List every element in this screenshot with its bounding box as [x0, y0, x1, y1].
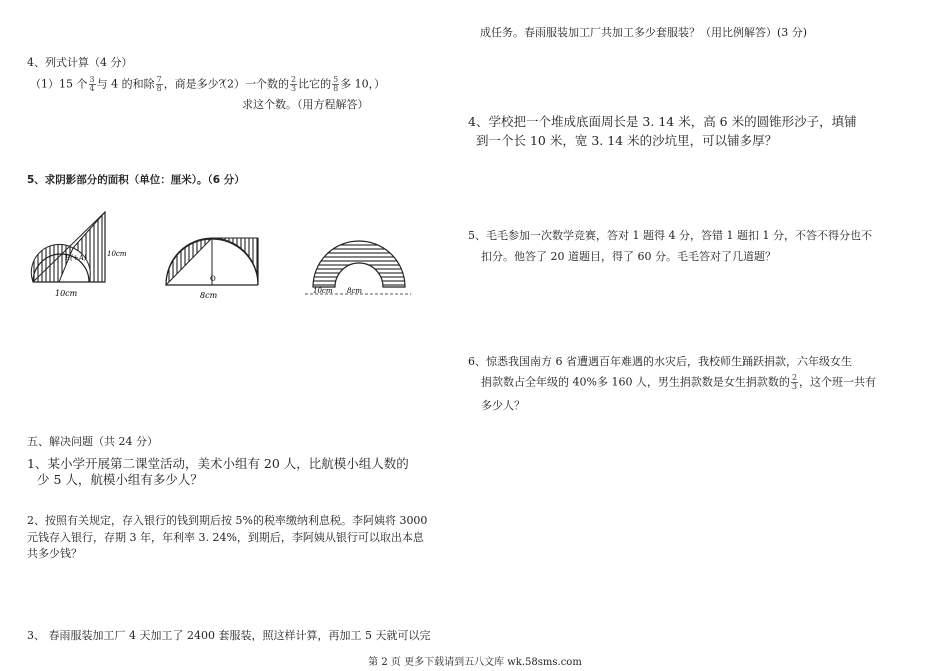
q6-line2: 捐款数占全年级的 40%多 160 人，男生捐款数是女生捐款数的 $\frac{2}{3}$ ，这个班一共有 [481, 373, 877, 391]
figure2-center-label: O [210, 275, 216, 283]
figure1-side-label: 10cm [107, 250, 127, 258]
fraction: $\frac{2}{3}$ [791, 373, 798, 391]
q5-line1: 5、毛毛参加一次数学竞赛，答对 1 题得 4 分，答错 1 题扣 1 分，不答不得分也不 [468, 229, 872, 242]
q6-line3: 多少人？ [481, 399, 525, 412]
calc-q2-line2: 求这个数。（用方程解答） [242, 98, 369, 111]
problem2-line1: 2、按照有关规定，存入银行的钱到期后按 5%的税率缴纳利息税。李阿姨将 3000 [27, 514, 428, 527]
fraction: $\frac{7}{8}$ [156, 75, 162, 93]
fraction: $\frac{3}{4}$ [89, 75, 95, 93]
q4-line2: 到一个长 10 米，宽 3. 14 米的沙坑里，可以铺多厚？ [476, 133, 778, 148]
problem2-line3: 共多少钱？ [27, 547, 82, 560]
fraction: $\frac{2}{3}$ [291, 75, 297, 93]
problem2-line2: 元钱存入银行，存期 3 年，年利率 3. 24%，到期后，李阿姨从银行可以取出本息 [27, 531, 424, 544]
q5-line2: 扣分。他答了 20 道题目，得了 60 分。毛毛答对了几道题？ [481, 250, 776, 263]
figure1-inner-label: E(+A) [65, 254, 87, 262]
figure1-bottom-label: 10cm [55, 289, 78, 298]
figure-square-semicircle [160, 230, 275, 305]
calc-q1: （1）15 个 $\frac{3}{4}$ 与 4 的和除 $\frac{7}{8}$ ，商是多少？ [30, 75, 230, 93]
section5-title: 5、求阴影部分的面积（单位：厘米）。（6 分） [27, 174, 245, 186]
problem1-line1: 1、某小学开展第二课堂活动，美术小组有 20 人，比航模小组人数的 [27, 456, 409, 471]
q4-line1: 4、学校把一个堆成底面周长是 3. 14 米，高 6 米的圆锥形沙子，填铺 [468, 114, 857, 129]
figure3-width-label: 10cm [313, 287, 333, 295]
figure2-bottom-label: 8cm [200, 291, 218, 300]
figure-semiring [305, 232, 415, 302]
problem3-line1: 3、 春雨服装加工厂 4 天加工了 2400 套服装，照这样计算，再加工 5 天就可以完 [27, 629, 431, 642]
problem1-line2: 少 5 人，航模小组有多少人？ [37, 472, 203, 487]
q3-continuation: 成任务。春雨服装加工厂共加工多少套服装？（用比例解答）(3 分) [480, 26, 808, 39]
figure-triangle-semicircle [25, 208, 145, 303]
q6-line1: 6、惊悉我国南方 6 省遭遇百年难遇的水灾后，我校师生踊跃捐款，六年级女生 [468, 355, 852, 368]
fraction: $\frac{5}{8}$ [333, 75, 339, 93]
section-five-title: 五、解决问题（共 24 分） [27, 435, 158, 448]
section4-title: 4、列式计算（4 分） [27, 56, 133, 69]
figure3-diameter-label: 8cm [347, 287, 363, 295]
page-footer: 第 2 页 更多下载请到五八文库 wk.58sms.com [368, 657, 582, 668]
calc-q2: （2）一个数的 $\frac{2}{3}$ 比它的 $\frac{5}{8}$ 多 10，） [216, 75, 386, 93]
